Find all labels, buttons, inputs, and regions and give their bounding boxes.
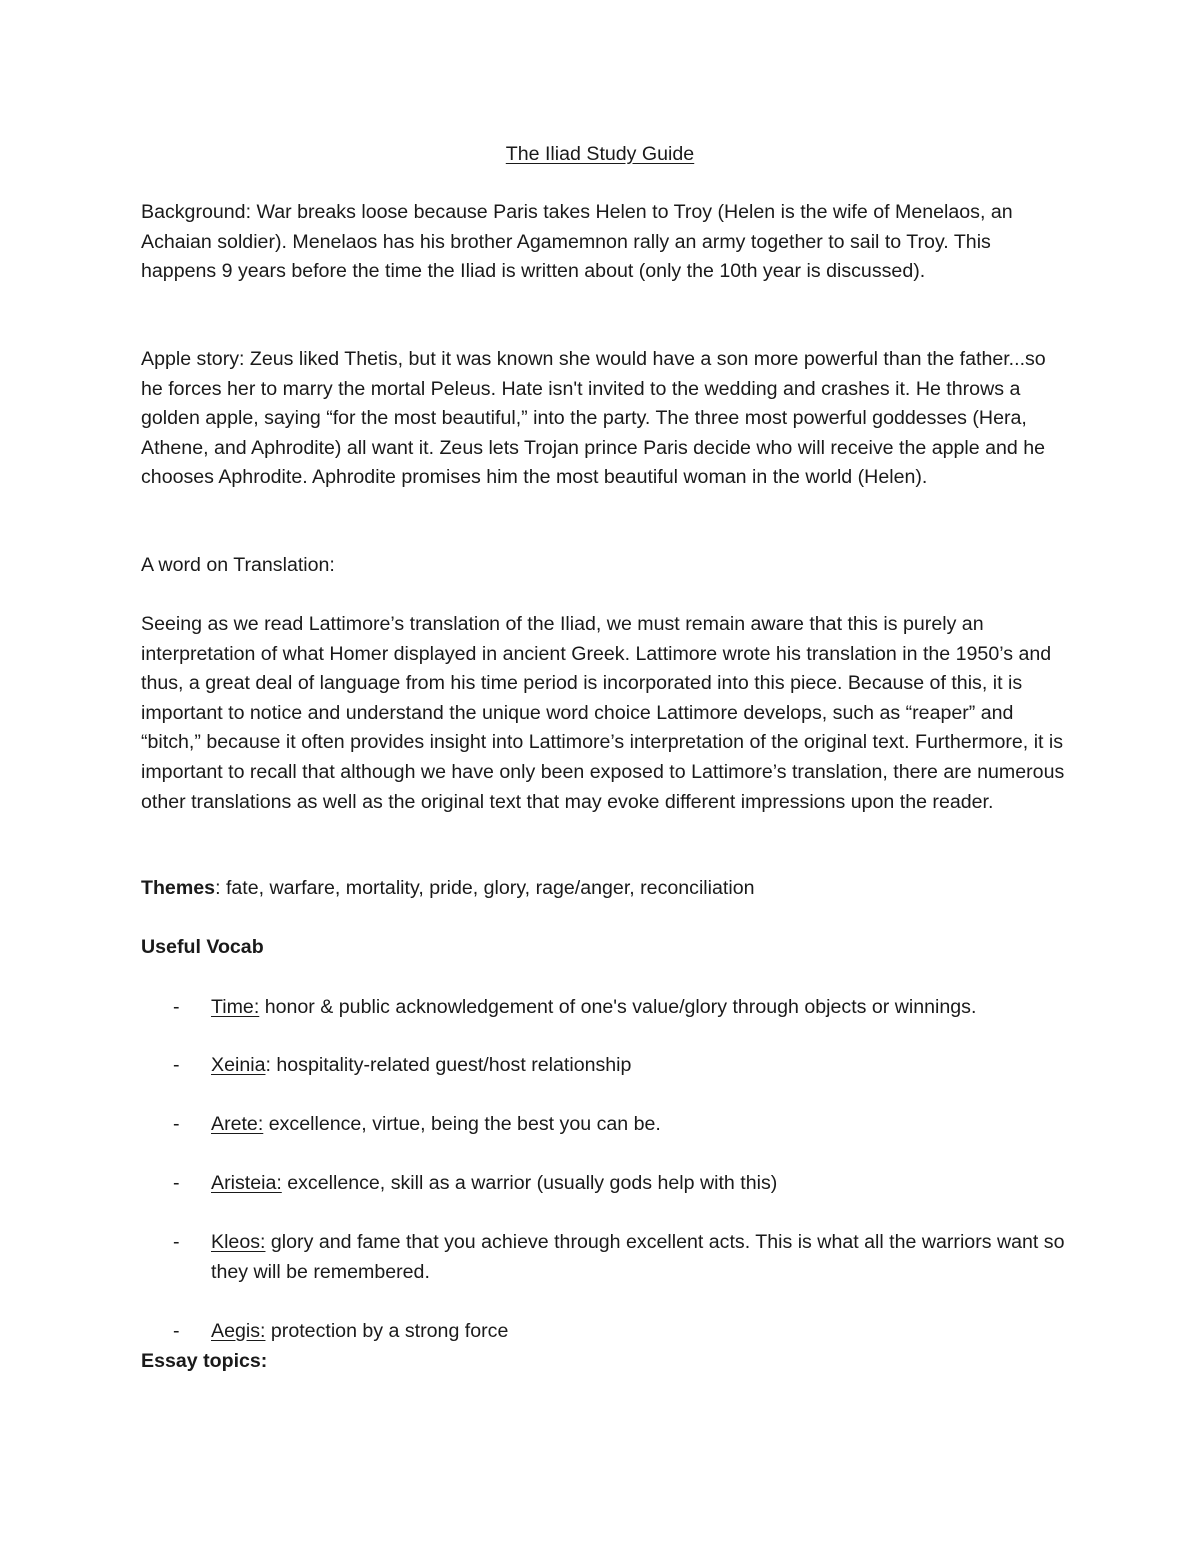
vocab-definition: : hospitality-related guest/host relationship <box>265 1054 632 1076</box>
vocab-definition: honor & public acknowledgement of one's value/glory through objects or winnings. <box>259 996 977 1018</box>
vocab-term: Xeinia <box>211 1054 266 1076</box>
vocab-definition: excellence, virtue, being the best you can be. <box>263 1113 661 1135</box>
vocab-term: Kleos: <box>211 1231 266 1253</box>
list-dash: - <box>173 1172 180 1194</box>
vocab-term: Time: <box>211 996 260 1018</box>
vocab-definition: excellence, skill as a warrior (usually gods help with this) <box>281 1172 778 1194</box>
themes-line <box>141 874 1066 904</box>
list-dash: - <box>173 1054 180 1076</box>
vocab-term: Aegis: <box>211 1320 266 1342</box>
background-paragraph: Background: War breaks loose because Paris takes Helen to Troy (Helen is the wife of Menelaos, an Achaian soldier). Menelaos has his brother Agamemnon rally an army together to sail to Troy. This happens 9 years before the time the Iliad is written about (only the 10th year is discussed). <box>141 201 1013 283</box>
translation-paragraph: Seeing as we read Lattimore’s translation of the Iliad, we must remain aware that this is purely an interpretation of what Homer displayed in ancient Greek. Lattimore wrote his translation in the 1950’s and thus, a great deal of language from his time period is incorporated into this piece. Because of this, it is important to notice and understand the unique word choice Lattimore develops, such as “reaper” and “bitch,” because it often provides insight into Lattimore’s interpretation of the original text. Furthermore, it is important to recall that although we have only been exposed to Lattimore’s translation, there are numerous other translations as well as the original text that may evoke different impressions upon the reader. <box>141 613 1065 813</box>
themes-text: : fate, warfare, mortality, pride, glory, rage/anger, reconciliation <box>215 877 755 899</box>
document-title: The Iliad Study Guide <box>505 143 695 165</box>
vocab-definition: glory and fame that you achieve through excellent acts. This is what all the warriors want so they will be remembered. <box>211 1231 1065 1283</box>
list-dash: - <box>173 1320 180 1342</box>
essay-topics-heading: Essay topics: <box>141 1350 268 1372</box>
vocab-heading: Useful Vocab <box>141 936 264 958</box>
list-dash: - <box>173 996 180 1018</box>
vocab-definition: protection by a strong force <box>265 1320 509 1342</box>
translation-heading: A word on Translation: <box>141 554 335 576</box>
list-dash: - <box>173 1113 180 1135</box>
vocab-term: Aristeia: <box>211 1172 282 1194</box>
list-dash: - <box>173 1231 180 1253</box>
vocab-term: Arete: <box>211 1113 264 1135</box>
themes-label: Themes <box>141 877 216 899</box>
apple-story-paragraph: Apple story: Zeus liked Thetis, but it was known she would have a son more powerful than the father...so he forces her to marry the mortal Peleus. Hate isn't invited to the wedding and crashes it. He throws a golden apple, saying “for the most beautiful,” into the party. The three most powerful goddesses (Hera, Athene, and Aphrodite) all want it. Zeus lets Trojan prince Paris decide who will receive the apple and he chooses Aphrodite. Aphrodite promises him the most beautiful woman in the world (Helen). <box>141 348 1046 489</box>
